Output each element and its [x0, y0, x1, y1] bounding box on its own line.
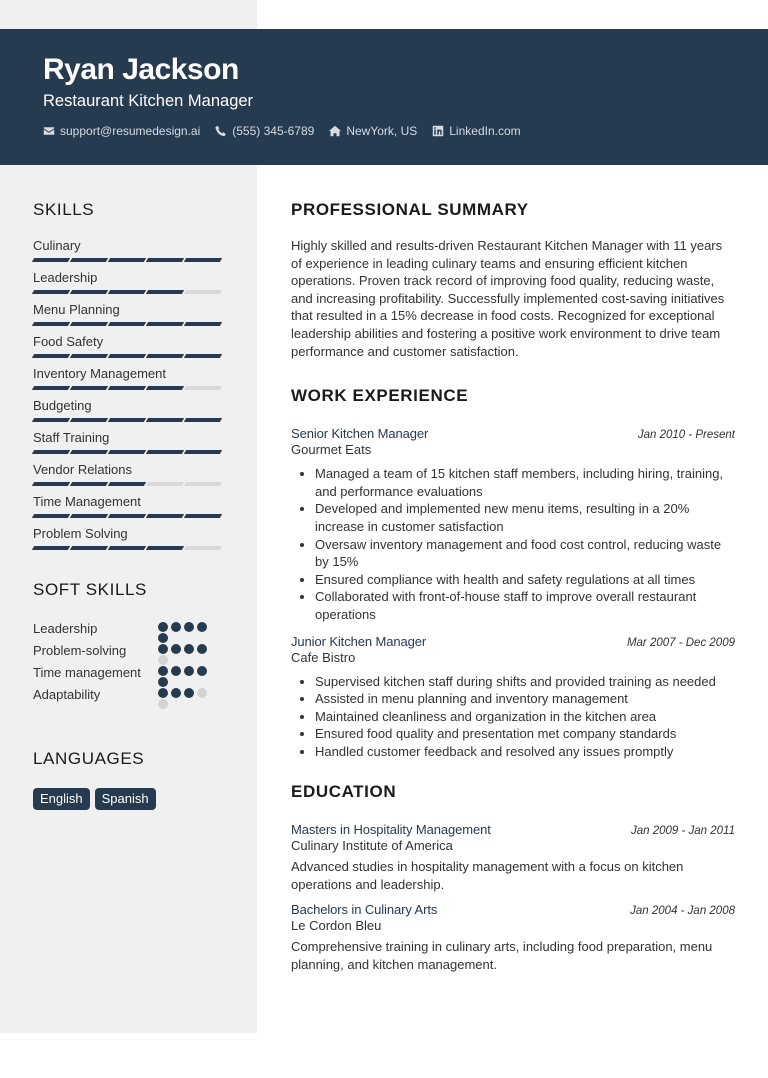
bar-filled [32, 386, 70, 390]
bullet-item: • Oversaw inventory management and food cost control, reducing waste by 15% [315, 536, 735, 571]
skill-name: Culinary [33, 238, 81, 253]
school-name: Le Cordon Bleu [291, 918, 382, 934]
bar-filled [32, 322, 70, 326]
dot-filled [197, 666, 207, 676]
education-heading: EDUCATION [291, 782, 397, 802]
soft-skill-item [33, 664, 223, 686]
bar-filled [108, 290, 146, 294]
dot-filled [158, 622, 168, 632]
school-name: Culinary Institute of America [291, 838, 453, 854]
bar-filled [146, 514, 184, 518]
bar-filled [184, 258, 222, 262]
skill-name: Problem Solving [33, 526, 128, 541]
skill-level-bar [33, 322, 223, 326]
candidate-name: Ryan Jackson [43, 53, 239, 86]
contact-list [43, 124, 521, 138]
skill-item [33, 430, 223, 462]
education-entry [291, 902, 735, 974]
skill-level-bar [33, 546, 223, 550]
soft-skills-section [33, 580, 223, 708]
bar-filled [70, 546, 108, 550]
dot-filled [184, 644, 194, 654]
education-description: Comprehensive training in culinary arts, including food preparation, menu planning, and kitchen management. [291, 939, 713, 973]
bar-filled [146, 258, 184, 262]
bar-filled [32, 546, 70, 550]
bar-filled [108, 450, 146, 454]
soft-skill-item [33, 686, 223, 708]
education-header [291, 822, 735, 837]
dot-filled [197, 622, 207, 632]
candidate-title: Restaurant Kitchen Manager [43, 92, 254, 110]
skill-item [33, 334, 223, 366]
job-entry [291, 426, 735, 623]
soft-skill-rating [158, 642, 214, 664]
soft-skills-list [33, 620, 223, 708]
bar-filled [184, 418, 222, 422]
job-title: Senior Kitchen Manager [291, 426, 429, 442]
skill-name: Vendor Relations [33, 462, 133, 477]
summary-text: Highly skilled and results-driven Restaurant Kitchen Manager with 11 years of experience in leading culinary teams and ensuring efficient kitchen operations. Proven track record of improving food quality, reducing waste, and increasing profitability. Successfully implemented cost-saving initiatives that resulted in a 15% decrease in food costs. Recognized for exceptional leadership abilities and fostering a positive work environment to drive team performance and customer satisfaction. [291, 238, 725, 359]
bar-filled [146, 418, 184, 422]
skills-list [33, 238, 223, 558]
skill-item [33, 238, 223, 270]
languages-heading: LANGUAGES [33, 749, 145, 768]
dot-empty [197, 688, 207, 698]
soft-skill-rating [158, 686, 214, 708]
dot-filled [184, 688, 194, 698]
skill-item [33, 526, 223, 558]
languages-list [33, 788, 156, 810]
bar-filled [146, 450, 184, 454]
soft-skill-item [33, 642, 223, 664]
bar-filled [108, 514, 146, 518]
dot-filled [171, 688, 181, 698]
dot-filled [197, 644, 207, 654]
bullet-item: • Ensured compliance with health and safety regulations at all times [315, 571, 735, 589]
bar-filled [146, 386, 184, 390]
bar-empty [184, 546, 222, 550]
education-header [291, 902, 735, 917]
summary-heading: PROFESSIONAL SUMMARY [291, 200, 529, 219]
soft-skill-item [33, 620, 223, 642]
company-name: Gourmet Eats [291, 442, 372, 458]
education-list [291, 822, 735, 974]
job-bullets [291, 465, 735, 623]
bullet-item: • Ensured food quality and presentation met company standards [315, 725, 735, 743]
soft-skill-rating [158, 664, 214, 686]
language-badge: English [33, 788, 90, 810]
bar-filled [184, 514, 222, 518]
dot-empty [158, 699, 168, 709]
dot-filled [158, 666, 168, 676]
skill-item [33, 270, 223, 302]
skill-level-bar [33, 514, 223, 518]
bullet-item: • Maintained cleanliness and organization in the kitchen area [315, 708, 735, 726]
bar-empty [184, 482, 222, 486]
skills-heading: SKILLS [33, 200, 95, 219]
soft-skill-name: Leadership [33, 621, 98, 636]
education-section [291, 782, 735, 974]
bar-filled [70, 386, 108, 390]
bullet-item: • Assisted in menu planning and inventory management [315, 690, 735, 708]
skill-item [33, 366, 223, 398]
skill-name: Menu Planning [33, 302, 120, 317]
dot-filled [184, 666, 194, 676]
bullet-item: • Collaborated with front-of-house staff to improve overall restaurant operations [315, 588, 735, 623]
bar-filled [70, 450, 108, 454]
bar-filled [108, 482, 146, 486]
soft-skill-rating [158, 620, 214, 642]
job-date: Mar 2007 - Dec 2009 [626, 636, 735, 649]
bar-filled [70, 354, 108, 358]
main-column [291, 200, 735, 974]
contact-email[interactable] [43, 124, 200, 138]
bar-filled [32, 514, 70, 518]
contact-linkedin[interactable] [432, 124, 520, 138]
dot-filled [171, 622, 181, 632]
skill-item [33, 462, 223, 494]
job-title: Junior Kitchen Manager [291, 633, 427, 649]
skill-level-bar [33, 386, 223, 390]
contact-linkedin-text: LinkedIn.com [449, 124, 521, 138]
language-badge: Spanish [95, 788, 156, 810]
bar-filled [184, 354, 222, 358]
bullet-item: • Developed and implemented new menu items, resulting in a 20% increase in customer satisfaction [315, 500, 735, 535]
bar-filled [108, 386, 146, 390]
skill-item [33, 302, 223, 334]
contact-phone-text: (555) 345-6789 [232, 124, 315, 138]
work-section [291, 386, 735, 760]
contact-location-text: NewYork, US [346, 124, 418, 138]
skill-level-bar [33, 258, 223, 262]
skill-item [33, 494, 223, 526]
skill-name: Leadership [33, 270, 98, 285]
bar-filled [70, 322, 108, 326]
bar-filled [32, 290, 70, 294]
job-date: Jan 2010 - Present [637, 429, 735, 442]
bar-filled [108, 546, 146, 550]
skill-level-bar [33, 450, 223, 454]
skill-name: Food Safety [33, 334, 104, 349]
bar-empty [184, 386, 222, 390]
bar-filled [146, 354, 184, 358]
education-entry [291, 822, 735, 894]
job-header [291, 634, 735, 649]
bar-filled [184, 322, 222, 326]
bar-filled [108, 418, 146, 422]
bar-filled [184, 450, 222, 454]
degree-title: Masters in Hospitality Management [291, 822, 491, 838]
bar-filled [32, 482, 70, 486]
bar-filled [108, 258, 146, 262]
bar-filled [146, 290, 184, 294]
skill-item [33, 398, 223, 430]
bar-filled [108, 354, 146, 358]
contact-phone[interactable] [215, 124, 314, 138]
phone-icon [215, 125, 227, 137]
skill-name: Staff Training [33, 430, 110, 445]
bar-filled [70, 290, 108, 294]
bullet-item: • Managed a team of 15 kitchen staff members, including hiring, training, and performance evaluations [315, 465, 735, 500]
skill-level-bar [33, 354, 223, 358]
bullet-item: • Supervised kitchen staff during shifts and provided training as needed [315, 673, 735, 691]
bar-filled [32, 450, 70, 454]
skill-name: Budgeting [33, 398, 92, 413]
skill-level-bar [33, 418, 223, 422]
bar-empty [146, 482, 184, 486]
soft-skill-name: Problem-solving [33, 643, 127, 658]
bar-filled [70, 482, 108, 486]
skill-level-bar [33, 290, 223, 294]
bar-filled [32, 418, 70, 422]
bullet-item: • Handled customer feedback and resolved any issues promptly [315, 743, 735, 761]
bar-filled [146, 546, 184, 550]
dot-filled [184, 622, 194, 632]
bar-filled [108, 322, 146, 326]
contact-email-text: support@resumedesign.ai [60, 124, 201, 138]
dot-filled [171, 666, 181, 676]
bar-filled [32, 258, 70, 262]
linkedin-icon [432, 125, 444, 137]
education-description: Advanced studies in hospitality management with a focus on kitchen operations and leadership. [291, 859, 684, 893]
dot-filled [158, 644, 168, 654]
bar-filled [70, 258, 108, 262]
skill-name: Time Management [33, 494, 141, 509]
skills-section [33, 200, 223, 558]
education-date: Jan 2009 - Jan 2011 [630, 825, 735, 838]
summary-section [291, 200, 735, 360]
languages-section [33, 749, 156, 810]
bar-empty [184, 290, 222, 294]
work-heading: WORK EXPERIENCE [291, 386, 469, 406]
envelope-icon [43, 125, 55, 137]
bar-filled [70, 514, 108, 518]
bar-filled [70, 418, 108, 422]
company-name: Cafe Bistro [291, 649, 356, 665]
education-date: Jan 2004 - Jan 2008 [630, 905, 735, 918]
dot-filled [171, 644, 181, 654]
skill-name: Inventory Management [33, 366, 166, 381]
job-header [291, 426, 735, 441]
soft-skill-name: Time management [33, 665, 141, 680]
soft-skills-heading: SOFT SKILLS [33, 580, 147, 599]
bar-filled [32, 354, 70, 358]
contact-location [329, 124, 417, 138]
resume-header [0, 29, 768, 165]
job-entry [291, 634, 735, 761]
jobs-list [291, 426, 735, 760]
skill-level-bar [33, 482, 223, 486]
home-icon [329, 125, 341, 137]
dot-filled [158, 688, 168, 698]
soft-skill-name: Adaptability [33, 687, 101, 702]
bar-filled [146, 322, 184, 326]
degree-title: Bachelors in Culinary Arts [291, 902, 438, 918]
job-bullets [291, 673, 735, 761]
